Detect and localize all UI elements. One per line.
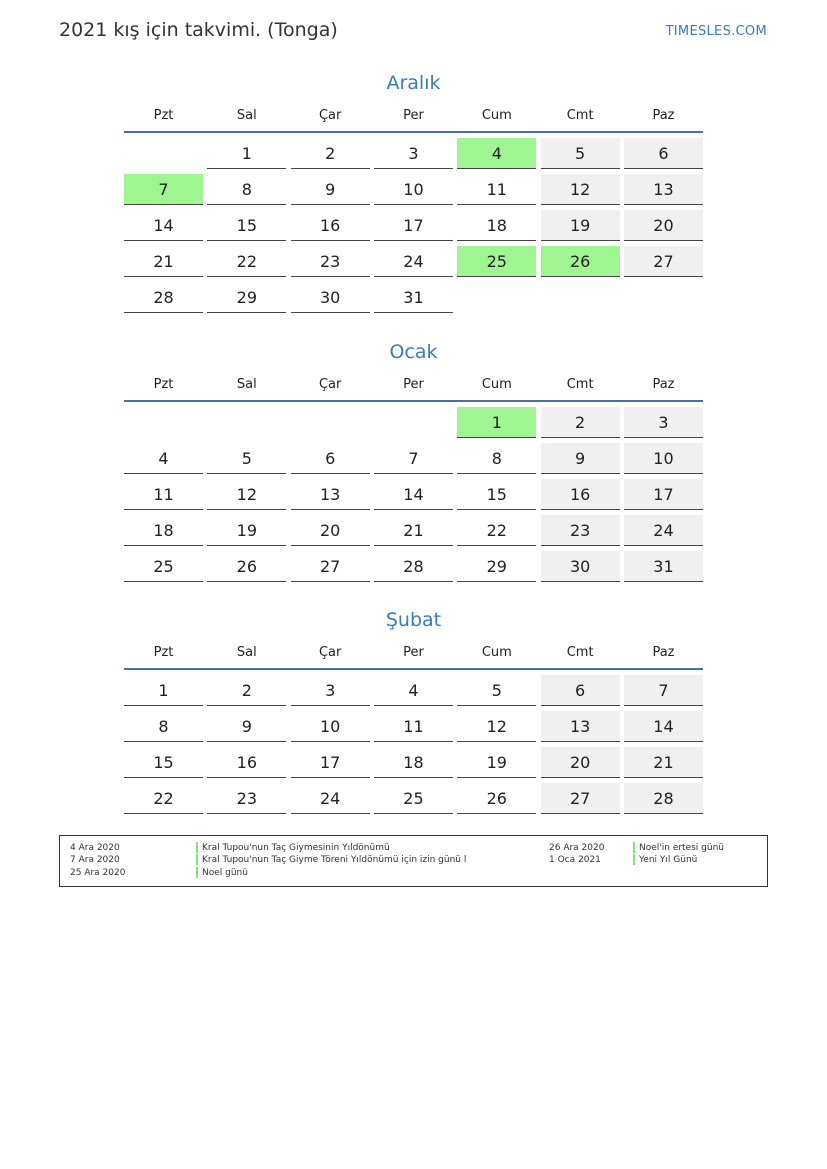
day-cell: 23 [207, 783, 286, 814]
day-cell: 24 [374, 246, 453, 277]
day-cell: 5 [207, 443, 286, 474]
legend-date: 26 Ara 2020 [549, 843, 605, 853]
day-cell: 14 [124, 210, 203, 241]
weekday-header [124, 103, 703, 133]
weekday-label: Per [403, 108, 424, 123]
brand-link[interactable]: TIMESLES.COM [665, 24, 767, 39]
day-cell: 11 [374, 711, 453, 742]
day-cell: 10 [624, 443, 703, 474]
day-cell: 23 [541, 515, 620, 546]
month-february [124, 606, 703, 814]
empty-cell [124, 407, 203, 438]
day-cell: 21 [624, 747, 703, 778]
day-cell: 12 [541, 174, 620, 205]
day-cell: 15 [457, 479, 536, 510]
day-cell: 22 [457, 515, 536, 546]
day-cell: 16 [207, 747, 286, 778]
day-cell: 25 [124, 551, 203, 582]
legend-date: 25 Ara 2020 [70, 868, 126, 878]
day-cell: 1 [207, 138, 286, 169]
weekday-label: Çar [318, 377, 342, 392]
day-cell: 6 [291, 443, 370, 474]
day-cell: 19 [207, 515, 286, 546]
day-grid [124, 675, 703, 814]
weekday-label: Per [403, 645, 424, 660]
day-cell: 17 [624, 479, 703, 510]
day-cell: 12 [207, 479, 286, 510]
day-cell: 20 [624, 210, 703, 241]
empty-cell [291, 407, 370, 438]
month-december [124, 69, 703, 313]
weekday-label: Cmt [566, 377, 594, 392]
weekday-label: Sal [236, 108, 257, 123]
day-cell: 8 [457, 443, 536, 474]
day-cell: 19 [541, 210, 620, 241]
legend-date: 4 Ara 2020 [70, 843, 120, 853]
day-cell: 27 [291, 551, 370, 582]
weekday-label: Sal [236, 645, 257, 660]
day-cell: 24 [291, 783, 370, 814]
holiday-day-cell: 26 [541, 246, 620, 277]
weekday-label: Cum [481, 645, 512, 660]
day-cell: 5 [457, 675, 536, 706]
day-cell: 20 [291, 515, 370, 546]
day-cell: 9 [207, 711, 286, 742]
weekday-label: Pzt [153, 108, 174, 123]
day-cell: 8 [124, 711, 203, 742]
day-cell: 30 [541, 551, 620, 582]
weekday-header [124, 372, 703, 402]
weekday-header [124, 640, 703, 670]
day-cell: 20 [541, 747, 620, 778]
weekday-label: Paz [652, 377, 675, 392]
day-cell: 11 [124, 479, 203, 510]
day-cell: 17 [374, 210, 453, 241]
holiday-day-cell: 25 [457, 246, 536, 277]
holiday-day-cell: 1 [457, 407, 536, 438]
month-january [124, 338, 703, 582]
holiday-day-cell: 4 [457, 138, 536, 169]
weekday-label: Paz [652, 108, 675, 123]
day-cell: 6 [624, 138, 703, 169]
day-cell: 7 [374, 443, 453, 474]
legend-name: Noel günü [196, 867, 248, 879]
day-cell: 15 [124, 747, 203, 778]
day-cell: 26 [207, 551, 286, 582]
day-cell: 3 [291, 675, 370, 706]
legend-date: 1 Oca 2021 [549, 855, 601, 865]
day-cell: 4 [124, 443, 203, 474]
month-title: Ocak [389, 341, 438, 363]
day-cell: 18 [124, 515, 203, 546]
weekday-label: Çar [318, 645, 342, 660]
day-cell: 9 [541, 443, 620, 474]
day-cell: 17 [291, 747, 370, 778]
holiday-legend [59, 835, 768, 887]
legend-name: Kral Tupou'nun Taç Giymesinin Yıldönümü [196, 842, 390, 854]
day-cell: 18 [374, 747, 453, 778]
legend-name: Yeni Yıl Günü [633, 854, 697, 866]
day-cell: 13 [291, 479, 370, 510]
month-title: Şubat [385, 609, 442, 631]
weekday-label: Cum [481, 377, 512, 392]
day-cell: 29 [457, 551, 536, 582]
day-cell: 7 [624, 675, 703, 706]
day-cell: 13 [624, 174, 703, 205]
weekday-label: Cum [481, 108, 512, 123]
day-cell: 31 [374, 282, 453, 313]
day-cell: 29 [207, 282, 286, 313]
weekday-label: Paz [652, 645, 675, 660]
day-cell: 2 [291, 138, 370, 169]
day-cell: 24 [624, 515, 703, 546]
day-cell: 4 [374, 675, 453, 706]
day-cell: 28 [374, 551, 453, 582]
day-cell: 28 [624, 783, 703, 814]
day-cell: 5 [541, 138, 620, 169]
legend-date: 7 Ara 2020 [70, 855, 120, 865]
day-cell: 12 [457, 711, 536, 742]
day-cell: 19 [457, 747, 536, 778]
day-cell: 3 [624, 407, 703, 438]
day-cell: 26 [457, 783, 536, 814]
weekday-label: Çar [318, 108, 342, 123]
day-cell: 10 [291, 711, 370, 742]
day-grid [124, 138, 703, 313]
day-cell: 15 [207, 210, 286, 241]
day-cell: 10 [374, 174, 453, 205]
legend-name: Noel'in ertesi günü [633, 842, 724, 854]
day-cell: 21 [374, 515, 453, 546]
day-cell: 9 [291, 174, 370, 205]
day-cell: 11 [457, 174, 536, 205]
day-cell: 6 [541, 675, 620, 706]
day-cell: 28 [124, 282, 203, 313]
day-cell: 22 [207, 246, 286, 277]
weekday-label: Pzt [153, 377, 174, 392]
day-cell: 27 [624, 246, 703, 277]
weekday-label: Cmt [566, 645, 594, 660]
empty-cell [124, 138, 203, 169]
day-cell: 25 [374, 783, 453, 814]
day-cell: 27 [541, 783, 620, 814]
day-cell: 21 [124, 246, 203, 277]
page-title: 2021 kış için takvimi. (Tonga) [59, 19, 338, 41]
weekday-label: Sal [236, 377, 257, 392]
day-cell: 8 [207, 174, 286, 205]
month-title: Aralık [386, 72, 441, 94]
day-cell: 1 [124, 675, 203, 706]
day-cell: 23 [291, 246, 370, 277]
weekday-label: Per [403, 377, 424, 392]
holiday-day-cell: 7 [124, 174, 203, 205]
day-cell: 30 [291, 282, 370, 313]
empty-cell [374, 407, 453, 438]
day-cell: 22 [124, 783, 203, 814]
day-cell: 3 [374, 138, 453, 169]
weekday-label: Pzt [153, 645, 174, 660]
day-cell: 13 [541, 711, 620, 742]
empty-cell [207, 407, 286, 438]
weekday-label: Cmt [566, 108, 594, 123]
day-cell: 2 [541, 407, 620, 438]
day-cell: 18 [457, 210, 536, 241]
day-cell: 31 [624, 551, 703, 582]
day-cell: 14 [374, 479, 453, 510]
legend-name: Kral Tupou'nun Taç Giyme Töreni Yıldönümü için izin günü l [196, 854, 466, 866]
day-cell: 2 [207, 675, 286, 706]
day-cell: 16 [541, 479, 620, 510]
day-cell: 14 [624, 711, 703, 742]
day-cell: 16 [291, 210, 370, 241]
day-grid [124, 407, 703, 582]
